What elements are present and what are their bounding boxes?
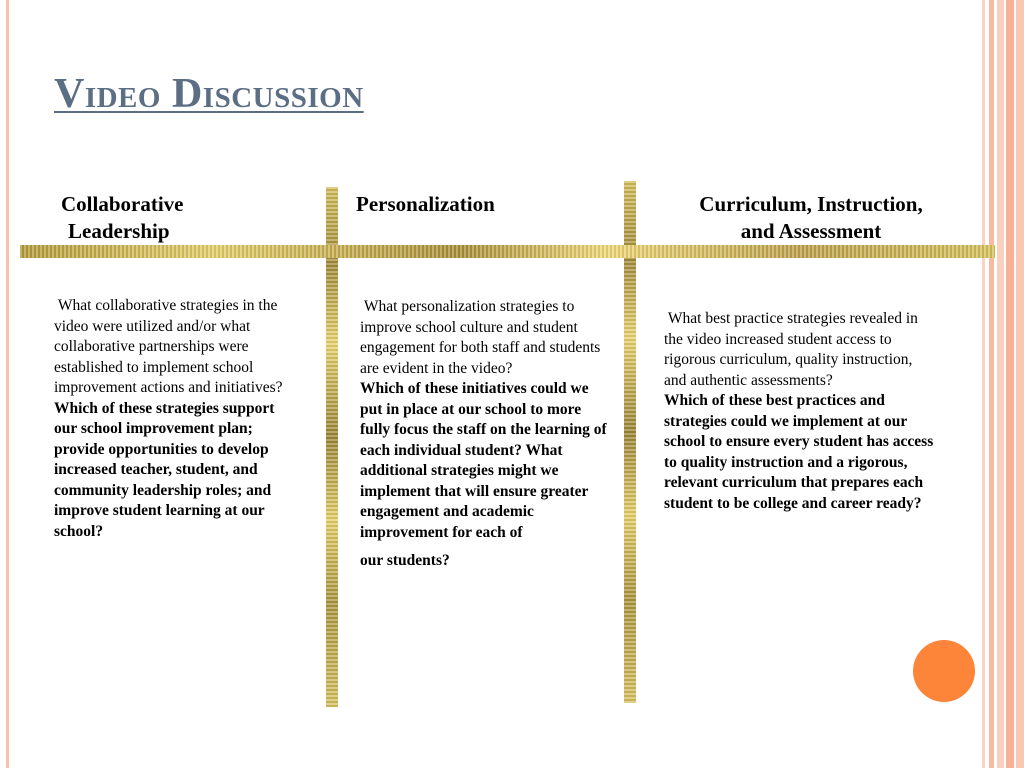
column-header-personalization	[356, 191, 606, 218]
orange-circle-decoration	[913, 640, 975, 702]
column-question: Which of these best practices and strategies could we implement at our school to ensure every student has access to quality instruction and a rigorous, relevant curriculum that prepares each student to be college and career ready?	[664, 392, 934, 512]
header-line: Leadership	[68, 219, 170, 243]
column-header-collaborative-leadership	[61, 191, 311, 245]
column-body-collaborative-leadership	[54, 296, 294, 542]
decorative-stripes	[980, 0, 1024, 768]
column-prompt: What best practice strategies revealed in the video increased student access to rigorous curriculum, quality instruction, and authentic assessments?	[664, 310, 922, 389]
column-question: Which of these initiatives could we put in place at our school to more fully focus the staff on the learning of each individual student? What additional strategies might we implement that will ensure greater engagement and academic improvement for each of	[360, 380, 607, 541]
column-question-tail: our students?	[360, 552, 450, 569]
column-body-curriculum	[664, 309, 934, 514]
column-question: Which of these strategies support our school improvement plan; provide opportunities to develop increased teacher, student, and community leadership roles; and improve student learning at our school?	[54, 399, 275, 540]
slide-title: Video Discussion	[54, 71, 364, 117]
vertical-divider-2	[624, 181, 636, 703]
header-line: Personalization	[356, 192, 495, 216]
slide-left-border	[6, 0, 9, 768]
horizontal-divider	[20, 245, 995, 258]
column-header-curriculum	[656, 191, 966, 245]
column-prompt: What collaborative strategies in the video were utilized and/or what collaborative partnerships were established to implement school improvement actions and initiatives?	[54, 297, 283, 396]
header-line: Curriculum, Instruction,	[699, 192, 923, 216]
column-prompt: What personalization strategies to improve school culture and student engagement for both staff and students are evident in the video?	[360, 298, 605, 377]
header-line: and Assessment	[740, 219, 882, 243]
vertical-divider-1	[326, 187, 338, 707]
column-body-personalization	[360, 297, 610, 572]
header-line: Collaborative	[61, 192, 184, 216]
